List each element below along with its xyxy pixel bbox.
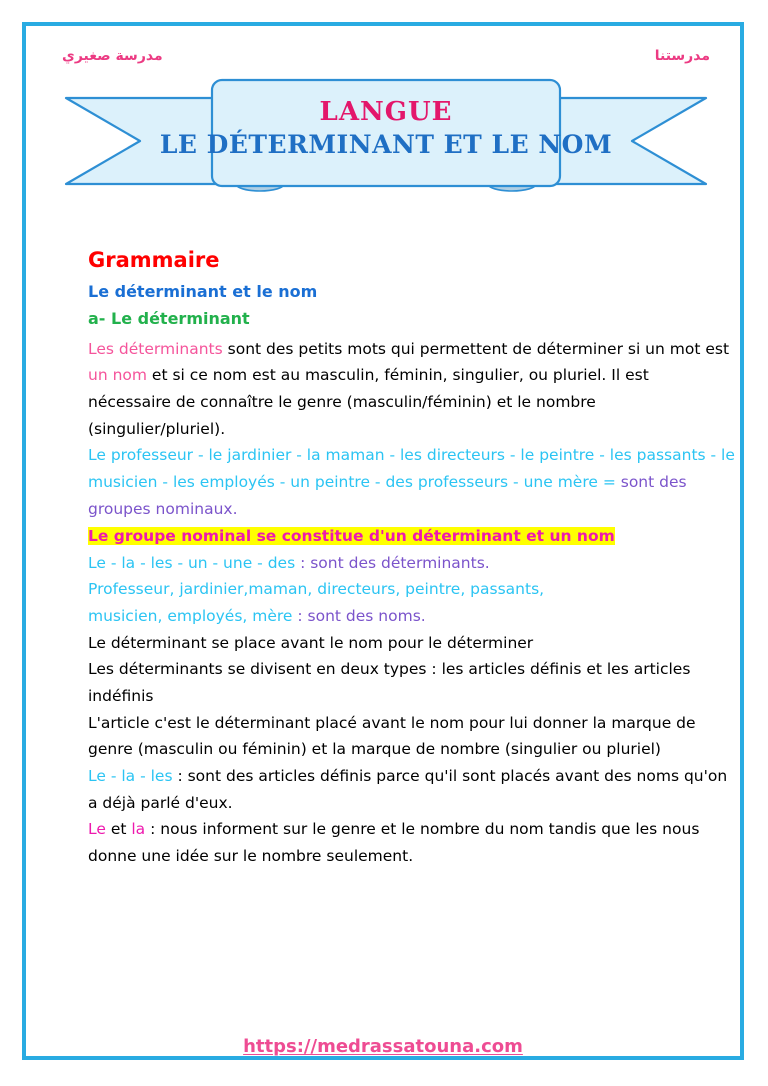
paragraph-le-la — [88, 816, 736, 869]
examples-groupes-nominaux: Le professeur - le jardinier - la maman - les directeurs - le peintre - les passants - le musicien - les employés - un peintre - des professeurs - une mère = — [88, 446, 735, 491]
label-determinants: : sont des déterminants. — [295, 553, 490, 572]
page-frame — [22, 22, 744, 1060]
heading-determinant-nom: Le déterminant et le nom — [88, 282, 318, 302]
explanation-articles-definis: : sont des articles définis parce qu'il sont placés avant des noms qu'on a déjà parlé d'eux. — [88, 767, 728, 812]
paragraph-placement: Le déterminant se place avant le nom pour le déterminer — [88, 633, 534, 652]
paragraph-definition — [88, 336, 736, 443]
banner-title-sub: LE DÉTERMINANT ET LE NOM — [159, 129, 613, 159]
footer-website-url[interactable]: https://medrassatouna.com — [243, 1036, 523, 1057]
highlighted-rule: Le groupe nominal se constitue d'un déterminant et un nom — [88, 527, 615, 546]
paragraph-liste-determinants — [88, 550, 736, 577]
term-la: la — [131, 820, 146, 839]
paragraph-definition-part1: sont des petits mots qui permettent de déterminer si un mot est — [222, 339, 730, 358]
paragraph-definition-part2: et si ce nom est au masculin, féminin, singulier, ou pluriel. Il est nécessaire de connaître le genre (masculin/féminin) et le nombre (singulier/pluriel). — [88, 366, 649, 438]
term-les-determinants: Les déterminants — [88, 339, 223, 358]
term-le: Le — [88, 820, 106, 839]
school-label-right: مدرستنا — [654, 48, 710, 64]
lesson-content — [88, 248, 736, 870]
banner-title-main: LANGUE — [319, 97, 453, 127]
paragraph-articles-definis — [88, 763, 736, 816]
label-noms: : sont des noms. — [292, 607, 426, 626]
heading-section-a: a- Le déterminant — [88, 309, 250, 329]
paragraph-article-definition: L'article c'est le déterminant placé avant le nom pour lui donner la marque de genre (masculin ou féminin) et la marque de nombre (singulier ou pluriel) — [88, 713, 696, 759]
list-articles-definis: Le - la - les — [88, 767, 173, 786]
paragraph-exemples-groupes — [88, 442, 736, 522]
label-groupes-nominaux: sont des groupes nominaux. — [88, 472, 687, 518]
list-noms-line1: Professeur, jardinier,maman, directeurs, peintre, passants, — [88, 580, 545, 599]
school-label-left: مدرسة صغيري — [62, 48, 163, 64]
term-un-nom: un nom — [88, 366, 147, 385]
list-determinants: Le - la - les - un - une - des — [88, 553, 296, 572]
paragraph-liste-noms — [88, 576, 736, 629]
paragraph-deux-types: Les déterminants se divisent en deux types : les articles définis et les articles indéfinis — [88, 660, 691, 706]
explanation-le-la: : nous informent sur le genre et le nombre du nom tandis que les nous donne une idée sur le nombre seulement. — [88, 820, 700, 866]
highlighted-rule-row — [88, 522, 736, 550]
title-banner — [60, 74, 712, 204]
conjunction-et: et — [105, 820, 132, 839]
list-noms-line2: musicien, employés, mère — [88, 607, 293, 626]
heading-grammaire: Grammaire — [88, 248, 220, 272]
ribbon-banner-shape — [60, 74, 712, 204]
